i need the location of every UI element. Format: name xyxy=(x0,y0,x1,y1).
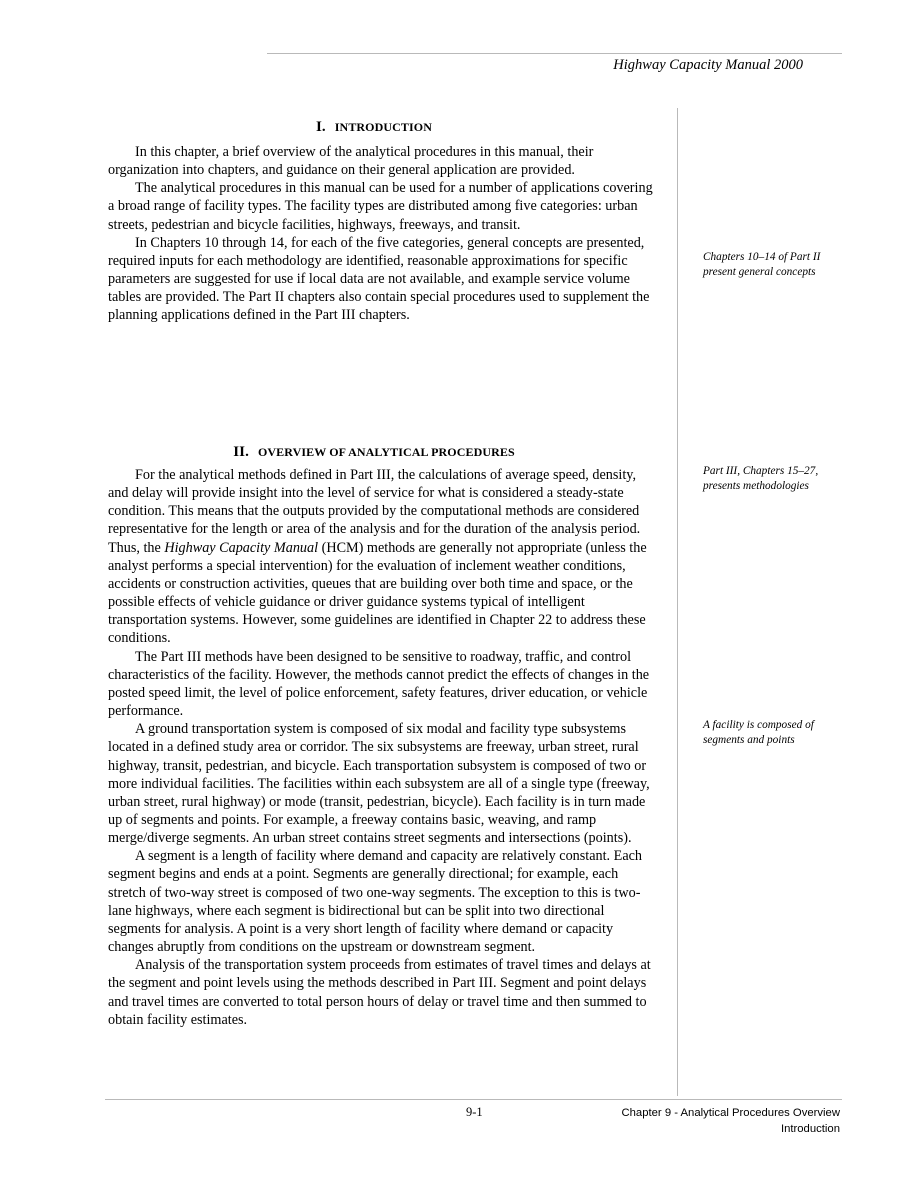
paragraph: The Part III methods have been designed to be sensitive to roadway, traffic, and control characteristics of the facility. However, the methods cannot predict the effects of changes in the posted speed limit, the level of police enforcement, safety features, driver education, or vehicle performance. xyxy=(108,648,650,720)
header-rule xyxy=(267,53,842,54)
footer-rule xyxy=(105,1099,842,1100)
section-title: INTRODUCTION xyxy=(334,120,432,134)
paragraph: In Chapters 10 through 14, for each of the five categories, general concepts are presented, required inputs for each methodology are identified, reasonable approximations for specific parameters are suggested for use if local data are not available, and example service volume tables are provided. The Part II chapters also contain special procedures used to supplement the planning applications defined in the Part III chapters. xyxy=(108,234,650,324)
margin-divider xyxy=(677,108,678,1096)
paragraph-text: (HCM) methods are generally not appropriate (unless the analyst performs a special intervention) for the evaluation of inclement weather conditions, accidents or construction activities, queues that are building over both time and space, or the possible effects of vehicle guidance or driver guidance systems typical of intelligent transportation systems. However, some guidelines are identified in Chapter 22 to address these conditions. xyxy=(108,539,647,647)
page-number: 9-1 xyxy=(466,1105,483,1119)
paragraph-text: For the analytical methods defined in Part III, the calculations of average speed, density, and delay will provide insight into the level of service for what is considered a steady-state condition. This means that the outputs provided by the computational methods are considered representative for the length or area of the analysis and for the duration of the analysis period. Thus, the xyxy=(108,467,641,556)
section-number: I. xyxy=(315,119,326,135)
overview-body xyxy=(108,466,653,1029)
footer-chapter-info xyxy=(621,1105,840,1137)
footer-section: Introduction xyxy=(780,1123,840,1135)
margin-note: Chapters 10–14 of Part II present general concepts xyxy=(703,251,821,278)
section-heading-introduction xyxy=(108,119,640,136)
margin-note: Part III, Chapters 15–27, presents methodologies xyxy=(703,465,819,492)
paragraph: In this chapter, a brief overview of the analytical procedures in this manual, their organization into chapters, and guidance on their general application are provided. xyxy=(108,144,594,179)
paragraph xyxy=(108,466,653,648)
section-title: OVERVIEW OF ANALYTICAL PROCEDURES xyxy=(257,445,515,459)
manual-title-italic: Highway Capacity Manual xyxy=(164,539,319,556)
margin-note: A facility is composed of segments and points xyxy=(703,719,814,746)
paragraph: A segment is a length of facility where demand and capacity are relatively constant. Each segment begins and ends at a point. Segments are generally directional; for example, each stretch of two-way street is composed of two one-way segments. The exception to this is two-lane highways, where each segment is bidirectional but can be split into two directional segments for analysis. A point is a very short length of facility where demand or capacity changes abruptly from conditions on the upstream or downstream segment. xyxy=(108,848,643,956)
paragraph: A ground transportation system is composed of six modal and facility type subsystems located in a defined study area or corridor. The six subsystems are freeway, urban street, rural highway, transit, pedestrian, and bicycle. Each transportation subsystem is composed of two or more individual facilities. The facilities within each subsystem are all of a single type (freeway, urban street, rural highway) or mode (transit, pedestrian, bicycle). Each facility is in turn made up of segments and points. For example, a freeway contains basic, weaving, and ramp merge/diverge segments. An urban street contains street segments and intersections (points). xyxy=(108,721,650,847)
section-heading-overview xyxy=(108,444,640,461)
paragraph: The analytical procedures in this manual can be used for a number of applications covering a broad range of facility types. The facility types are distributed among five categories: urban streets, pedestrian and bicycle facilities, highways, freeways, and transit. xyxy=(108,180,653,233)
footer-chapter: Chapter 9 - Analytical Procedures Overview xyxy=(621,1107,840,1119)
introduction-body xyxy=(108,143,653,325)
running-head: Highway Capacity Manual 2000 xyxy=(613,57,803,73)
paragraph: Analysis of the transportation system proceeds from estimates of travel times and delays at the segment and point levels using the methods described in Part III. Segment and point delays and travel times are converted to total person hours of delay or travel time and then summed to obtain facility estimates. xyxy=(108,957,651,1028)
section-number: II. xyxy=(233,444,249,460)
